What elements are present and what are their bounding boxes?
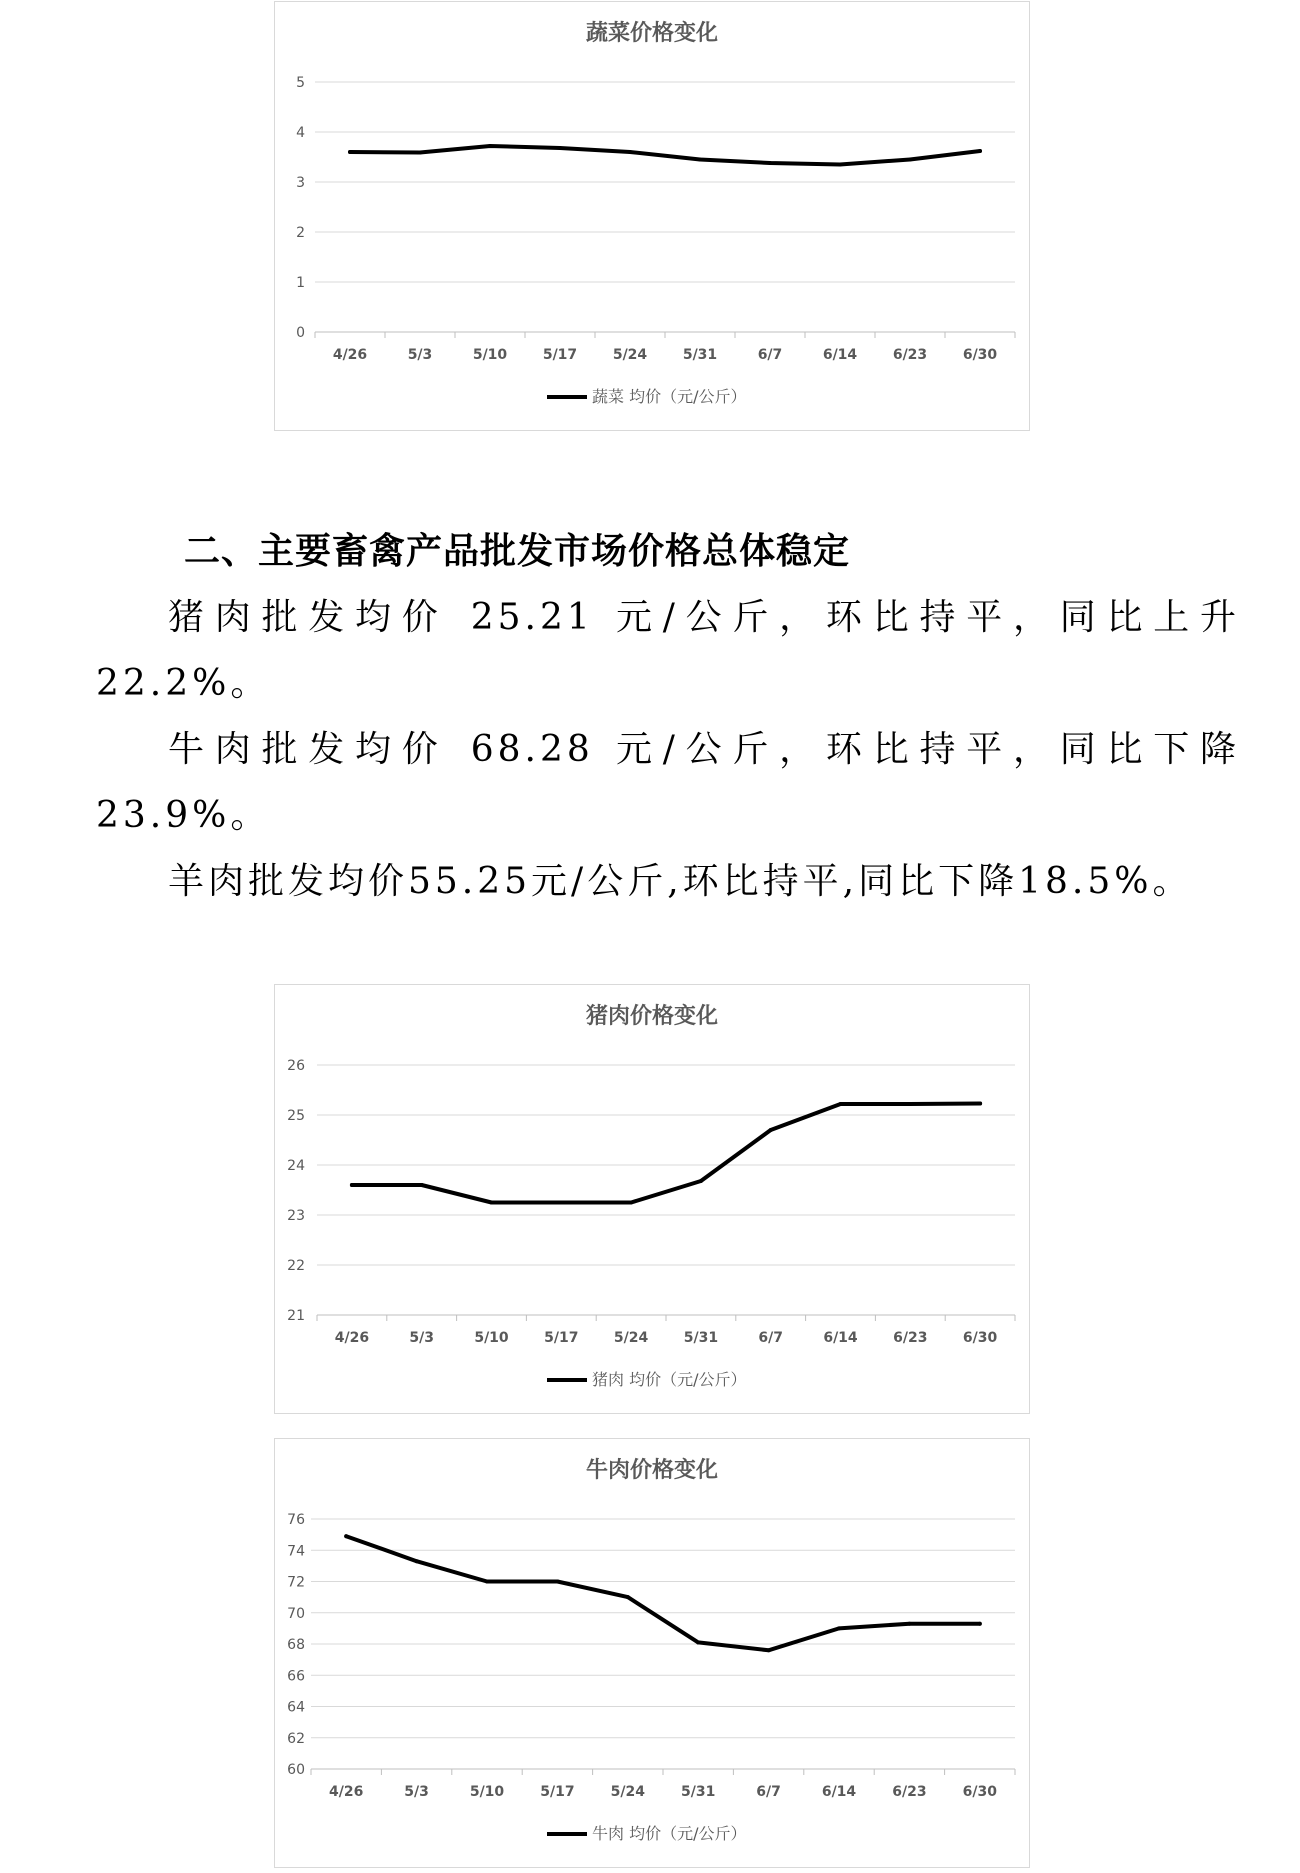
x-tick-label: 6/23 — [892, 1784, 927, 1800]
legend-label: 牛肉 均价（元/公斤） — [592, 1824, 747, 1843]
y-tick-label: 68 — [287, 1637, 305, 1653]
y-tick-label: 62 — [287, 1730, 305, 1747]
x-tick-label: 5/31 — [682, 347, 718, 363]
y-tick-label: 60 — [287, 1762, 305, 1778]
y-tick-label: 64 — [287, 1699, 305, 1716]
y-tick-label: 22 — [287, 1258, 305, 1274]
pork-price-chart-svg — [275, 985, 1029, 1413]
y-tick-label: 2 — [296, 225, 305, 241]
data-point — [767, 1648, 771, 1652]
section-heading: 二、主要畜禽产品批发市场价格总体稳定 — [184, 531, 851, 572]
y-tick-label: 25 — [287, 1108, 305, 1124]
x-tick-label: 4/26 — [332, 347, 368, 363]
data-point — [559, 1201, 563, 1205]
series-line — [350, 146, 980, 165]
pork-price-chart — [274, 984, 1030, 1414]
data-point — [839, 1102, 843, 1106]
data-point — [420, 1183, 424, 1187]
data-point — [415, 1559, 419, 1563]
y-tick-label: 66 — [287, 1668, 305, 1685]
y-tick-label: 1 — [296, 275, 305, 291]
x-tick-label: 5/24 — [613, 1330, 649, 1346]
data-point — [908, 158, 912, 162]
data-point — [908, 1102, 912, 1106]
x-tick-label: 5/17 — [540, 1784, 575, 1800]
data-point — [350, 1183, 354, 1187]
y-tick-label: 70 — [287, 1605, 305, 1622]
data-point — [488, 144, 492, 148]
x-tick-label: 5/17 — [544, 1330, 579, 1346]
data-point — [558, 146, 562, 150]
data-point — [769, 1128, 773, 1132]
x-tick-label: 6/30 — [962, 1330, 998, 1346]
y-tick-label: 5 — [296, 75, 305, 91]
data-point — [699, 1179, 703, 1183]
beef-price-chart — [274, 1438, 1030, 1868]
data-point — [626, 1595, 630, 1599]
x-tick-label: 4/26 — [334, 1330, 370, 1346]
x-tick-label: 6/30 — [962, 347, 998, 363]
x-tick-label: 5/3 — [407, 347, 433, 363]
beef-price-paragraph: 牛肉批发均价 68.28 元/公斤，环比持平，同比下降 23.9%。 — [96, 729, 1240, 836]
data-point — [555, 1580, 559, 1584]
data-point — [978, 1102, 982, 1106]
chart-title: 蔬菜价格变化 — [585, 21, 719, 46]
x-tick-label: 5/24 — [610, 1784, 645, 1800]
data-point — [698, 158, 702, 162]
data-point — [490, 1201, 494, 1205]
x-tick-label: 6/14 — [823, 1330, 858, 1346]
data-point — [837, 1626, 841, 1630]
vegetable-price-chart-svg — [275, 2, 1029, 430]
y-tick-label: 23 — [287, 1208, 305, 1224]
y-tick-label: 0 — [296, 325, 305, 341]
x-tick-label: 6/30 — [962, 1784, 997, 1800]
x-tick-label: 6/7 — [758, 1330, 784, 1346]
data-point — [838, 163, 842, 167]
legend-label: 猪肉 均价（元/公斤） — [592, 1370, 747, 1389]
x-tick-label: 5/10 — [474, 1330, 509, 1346]
series-line — [352, 1104, 980, 1203]
x-tick-label: 6/7 — [757, 347, 783, 363]
legend-label: 蔬菜 均价（元/公斤） — [592, 387, 747, 406]
data-point — [344, 1534, 348, 1538]
x-tick-label: 6/7 — [756, 1784, 781, 1800]
data-point — [768, 161, 772, 165]
series-line — [346, 1536, 980, 1650]
vegetable-price-chart — [274, 1, 1030, 431]
beef-price-chart-svg — [275, 1439, 1029, 1867]
data-point — [485, 1580, 489, 1584]
y-tick-label: 3 — [296, 175, 305, 191]
y-tick-label: 4 — [296, 125, 305, 141]
mutton-price-paragraph: 羊肉批发均价55.25元/公斤,环比持平,同比下降18.5%。 — [168, 861, 1193, 902]
data-point — [907, 1622, 911, 1626]
x-tick-label: 5/3 — [404, 1784, 429, 1800]
x-tick-label: 6/14 — [822, 347, 858, 363]
pork-price-paragraph: 猪肉批发均价 25.21 元/公斤，环比持平，同比上升 22.2%。 — [96, 597, 1240, 704]
x-tick-label: 5/10 — [472, 347, 508, 363]
data-point — [978, 1622, 982, 1626]
x-tick-label: 5/3 — [409, 1330, 435, 1346]
livestock-section — [96, 519, 1240, 915]
x-tick-label: 6/23 — [892, 347, 928, 363]
data-point — [628, 150, 632, 154]
chart-title: 猪肉价格变化 — [585, 1004, 719, 1029]
y-tick-label: 72 — [287, 1574, 305, 1591]
x-tick-label: 6/23 — [893, 1330, 928, 1346]
y-tick-label: 74 — [287, 1543, 305, 1560]
x-tick-label: 6/14 — [821, 1784, 857, 1800]
chart-title: 牛肉价格变化 — [585, 1458, 719, 1483]
data-point — [418, 151, 422, 155]
x-tick-label: 5/24 — [612, 347, 648, 363]
data-point — [348, 150, 352, 154]
x-tick-label: 5/17 — [542, 347, 578, 363]
x-tick-label: 4/26 — [329, 1784, 364, 1800]
data-point — [978, 149, 982, 153]
data-point — [696, 1640, 700, 1644]
y-tick-label: 26 — [287, 1058, 305, 1074]
y-tick-label: 76 — [287, 1512, 305, 1528]
x-tick-label: 5/31 — [681, 1784, 716, 1800]
x-tick-label: 5/31 — [683, 1330, 719, 1346]
data-point — [629, 1201, 633, 1205]
y-tick-label: 21 — [287, 1308, 305, 1324]
x-tick-label: 5/10 — [469, 1784, 505, 1800]
y-tick-label: 24 — [287, 1158, 305, 1174]
